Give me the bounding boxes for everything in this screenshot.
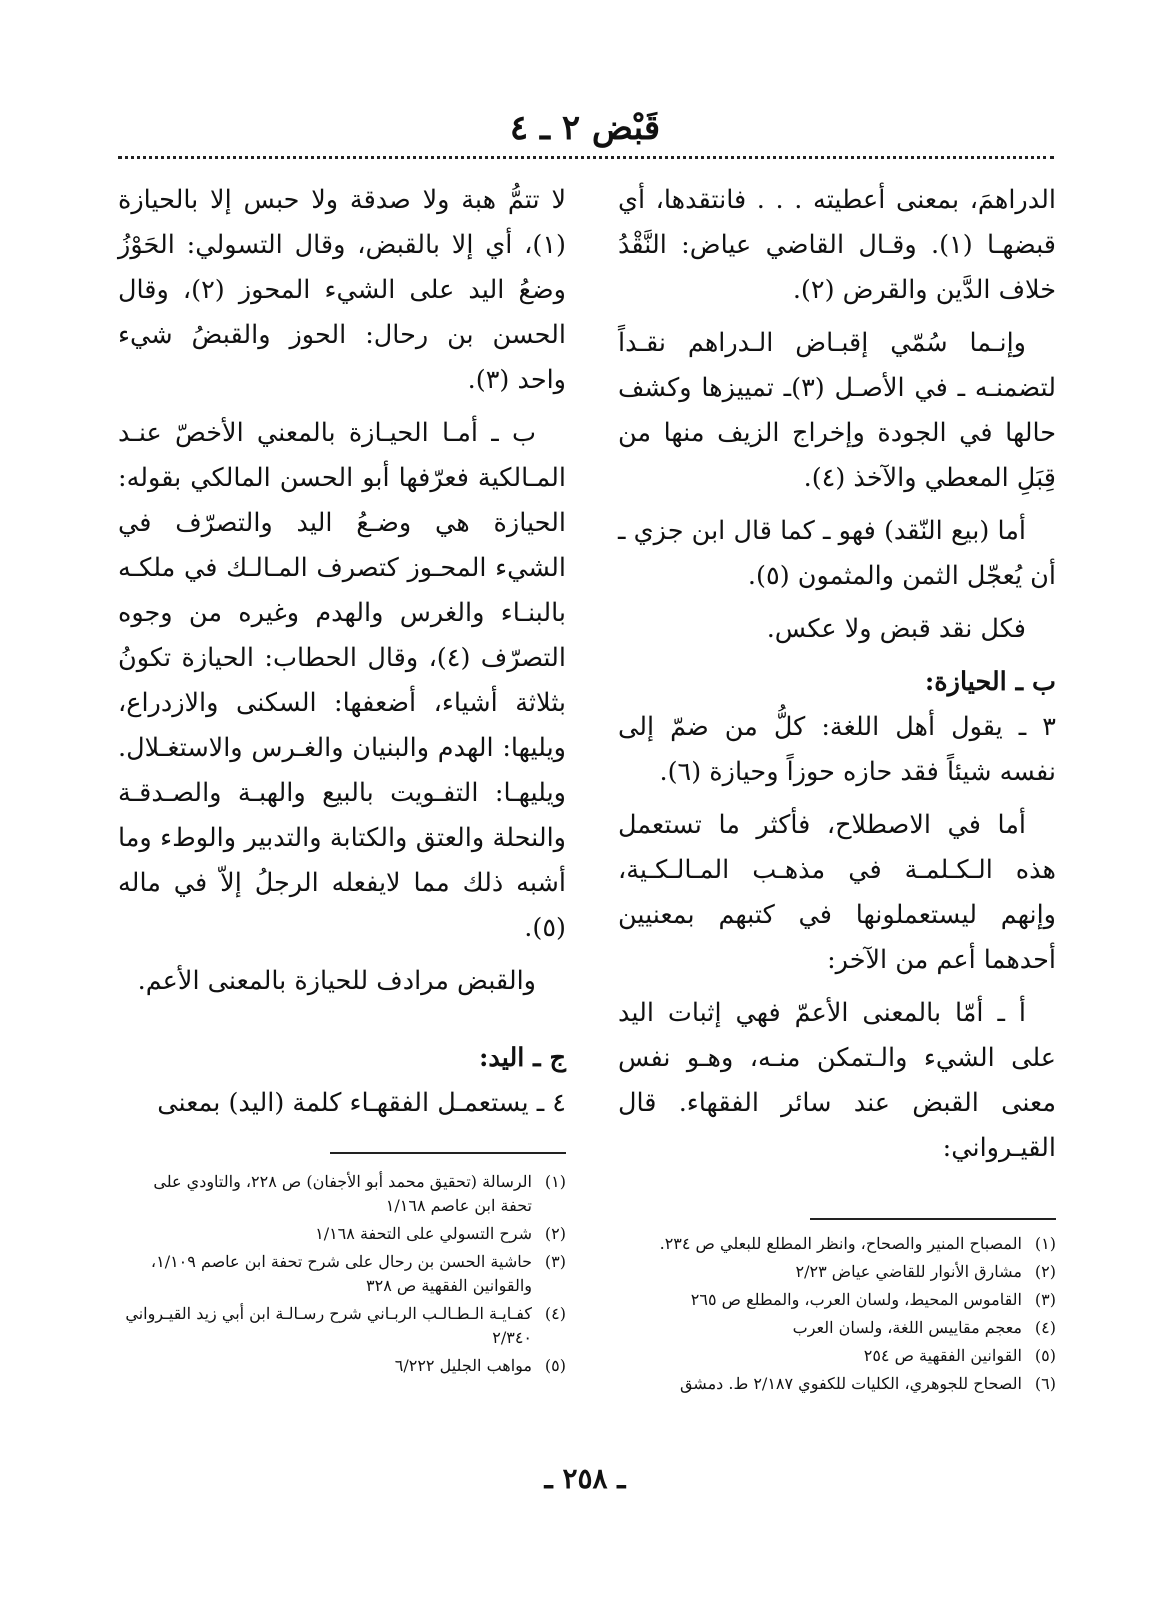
footnote-number: (٥) [544,1356,566,1375]
footnote [118,1222,566,1246]
paragraph: أ ـ أمّا بالمعنى الأعمّ فهي إثبات اليد على الشيء والـتمكن منـه، وهـو نفس معنى القبض عند سائر الفقهاء. قال القيـرواني: [618,998,1056,1163]
footnote-text: القاموس المحيط، ولسان العرب، والمطلع ص ٢٦٥ [690,1290,1022,1309]
footnote-separator-left [330,1152,566,1154]
footnote-text: مواهب الجليل ٦/٢٢٢ [394,1356,532,1375]
footnote [118,1250,566,1298]
paragraph: ٣ ـ يقول أهل اللغة: كلُّ من ضمّ إلى نفسه شيئاً فقد حازه حوزاً وحيازة (٦). [618,712,1056,787]
paragraph: أما (بيع النّقد) فهو ـ كما قال ابن جزي ـ أن يُعجّل الثمن والمثمون (٥). [618,516,1056,591]
footnote [618,1232,1056,1256]
right-text-column [618,178,1056,1179]
section-heading: ب ـ الحيازة: [924,667,1056,697]
footnote [118,1170,566,1218]
footnote-number: (٣) [1034,1290,1056,1309]
footnote-number: (٤) [1034,1318,1056,1337]
footnote-text: مشارق الأنوار للقاضي عياض ٢/٢٣ [795,1262,1022,1281]
paragraph: أما في الاصطلاح، فأكثر ما تستعمل هذه الـكـلمـة في مذهـب المـالـكـية، وإنهم ليستعملونها في كتبهم بمعنيين أحدهما أعم من الآخر: [618,810,1056,975]
paragraph-gap [118,1012,566,1036]
footnote-number: (١) [544,1172,566,1191]
paragraph: الدراهمَ، بمعنى أعطيته . . . فانتقدها، أي قبضهـا (١). وقـال القاضي عياض: النَّقْدُ خلاف الدَّين والقرض (٢). [618,185,1056,305]
footnote [618,1372,1056,1396]
footnote-text: الصحاح للجوهري، الكليات للكفوي ٢/١٨٧ ط. دمشق [679,1374,1022,1393]
footnotes-left [118,1170,566,1382]
paragraph: ب ـ أمـا الحيـازة بالمعني الأخصّ عنـد المـالكية فعرّفها أبو الحسن المالكي بقوله: الحيازة هي وضـعُ اليد والتصرّف في الشيء المحـوز كتصرف المـالـك في ملكـه بالبنـاء والغرس والهدم وغيره من وجوه التصرّف (٤)، وقال الحطاب: الحيازة تكونُ بثلاثة أشياء، أضعفها: السكنى والازدراع، ويليها: الهدم والبنيان والغـرس والاستغـلال. ويليهـا: التفـويت بالبيع والهبـة والصـدقـة والنحلة والعتق والكتابة والتدبير والوطء وما أشبه ذلك مما لايفعله الرجلُ إلاّ في ماله (٥). [118,418,566,943]
footnote-text: كفـايـة الـطـالـب الربـاني شرح رسـالـة ابن أبي زيد القيـرواني ٢/٣٤٠ [125,1304,532,1347]
footnote-text: شرح التسولي على التحفة ١/١٦٨ [315,1224,532,1243]
footnote-number: (٤) [544,1304,566,1323]
footnote-text: معجم مقاييس اللغة، ولسان العرب [792,1318,1022,1337]
footnote [618,1288,1056,1312]
footnote [618,1316,1056,1340]
paragraph: فكل نقد قبض ولا عكس. [766,614,1026,644]
paragraph: لا تتمُّ هبة ولا صدقة ولا حبس إلا بالحيازة (١)، أي إلا بالقبض، وقال التسولي: الحَوْزُ وضعُ اليد على الشيء المحوز (٢)، وقال الحسن بن رحال: الحوز والقبضُ شيء واحد (٣). [118,185,566,395]
left-text-column [118,178,566,1134]
paragraph: ٤ ـ يستعمـل الفقهـاء كلمة (اليد) بمعنى [157,1088,566,1118]
footnote-number: (٦) [1034,1374,1056,1393]
footnote-text: حاشية الحسن بن رحال على شرح تحفة ابن عاصم ١/١٠٩، والقوانين الفقهية ص ٣٢٨ [150,1252,532,1295]
header-dotted-rule [118,156,1054,159]
paragraph: والقبض مرادف للحيازة بالمعنى الأعم. [137,966,536,996]
paragraph: وإنـما سُمّي إقبـاض الـدراهم نقـداً لتضمنـه ـ في الأصـل (٣)ـ تمييزها وكشف حالها في الجودة وإخراج الزيف منها من قِبَلِ المعطي والآخذ (٤). [618,328,1056,493]
section-heading: ج ـ اليد: [478,1043,566,1073]
footnote [118,1354,566,1378]
footnote [118,1302,566,1350]
footnote-number: (٥) [1034,1346,1056,1365]
footnote-separator-right [810,1218,1056,1220]
footnote [618,1344,1056,1368]
footnote-text: المصباح المنير والصحاح، وانظر المطلع للبعلي ص ٢٣٤. [659,1234,1022,1253]
footnote-text: القوانين الفقهية ص ٢٥٤ [863,1346,1022,1365]
page-number: ـ ٢٥٨ ـ [544,1462,626,1495]
footnotes-right [618,1232,1056,1400]
footnote-number: (١) [1034,1234,1056,1253]
footnote [618,1260,1056,1284]
footnote-text: الرسالة (تحقيق محمد أبو الأجفان) ص ٢٢٨، والتاودي على تحفة ابن عاصم ١/١٦٨ [153,1172,532,1215]
footnote-number: (٣) [544,1252,566,1271]
footnote-number: (٢) [544,1224,566,1243]
page-header: قَبْض ٢ ـ ٤ [509,108,661,148]
footnote-number: (٢) [1034,1262,1056,1281]
